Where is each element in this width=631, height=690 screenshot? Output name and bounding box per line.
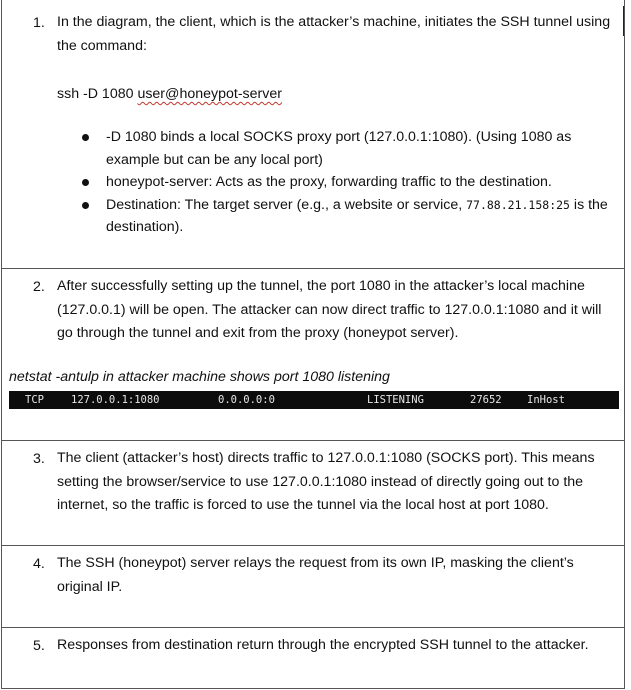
bullet-text: Destination: The target server (e.g., a website or service, [106, 196, 467, 213]
step-2-cell [2, 269, 624, 440]
terminal-foreign-address: 0.0.0.0:0 [218, 394, 275, 406]
step-number: 2. [33, 279, 45, 295]
step-4-cell [2, 546, 624, 627]
step-5-cell [2, 628, 624, 688]
list-item [82, 126, 610, 171]
step-1-cell [2, 0, 624, 268]
bullet-text-end: is the destination). [106, 196, 608, 235]
ssh-command [57, 82, 282, 106]
step-text: Responses from destination return through the encrypted SSH tunnel to the attacker. [57, 637, 589, 653]
bullet-text: -D 1080 binds a local SOCKS proxy port (127.0.0.1:1080). (Using 1080 as example but can be any local port) [106, 129, 572, 168]
command-target: user@honeypot-server [137, 86, 282, 102]
terminal-proto: TCP [25, 394, 44, 406]
bullet-icon [82, 202, 89, 209]
command-prefix: ssh -D 1080 [57, 86, 138, 102]
step-number: 5. [33, 638, 45, 654]
step-text: After successfully setting up the tunnel, the port 1080 in the attacker’s local machine (127.0.0.1) will be open. The attacker can now direct traffic to 127.0.0.1:1080 and it will go through the tunnel and exit from the proxy (honeypot server). [57, 278, 602, 341]
text-cursor [623, 6, 624, 36]
step-3-cell [2, 441, 624, 545]
list-item [82, 194, 610, 239]
step-text: In the diagram, the client, which is the attacker’s machine, initiates the SSH tunnel using the command: [57, 14, 611, 54]
bullet-text: honeypot-server: Acts as the proxy, forwarding traffic to the destination. [106, 174, 552, 190]
bullet-icon [82, 134, 89, 141]
terminal-local-address: 127.0.0.1:1080 [71, 394, 160, 406]
destination-address: 77.88.21.158:25 [466, 197, 570, 212]
terminal-host: InHost [527, 394, 565, 406]
bullet-list [82, 126, 610, 239]
step-number: 1. [33, 15, 45, 31]
step-text: The SSH (honeypot) server relays the request from its own IP, masking the client’s original IP. [57, 555, 574, 595]
bullet-icon [82, 179, 89, 186]
document-table [1, 0, 625, 689]
step-text: The client (attacker’s host) directs traffic to 127.0.0.1:1080 (SOCKS port). This means setting the browser/service to use 127.0.0.1:1080 instead of directly going out to the internet, so the traffic is forced to use the tunnel via the local host at port 1080. [57, 450, 595, 513]
terminal-state: LISTENING [367, 394, 424, 406]
step-number: 3. [33, 451, 45, 467]
terminal-pid: 27652 [470, 394, 502, 406]
step-number: 4. [33, 556, 45, 572]
figure-caption: netstat -antulp in attacker machine shows port 1080 listening [9, 369, 390, 385]
list-item [82, 171, 610, 194]
terminal-output [9, 391, 619, 409]
